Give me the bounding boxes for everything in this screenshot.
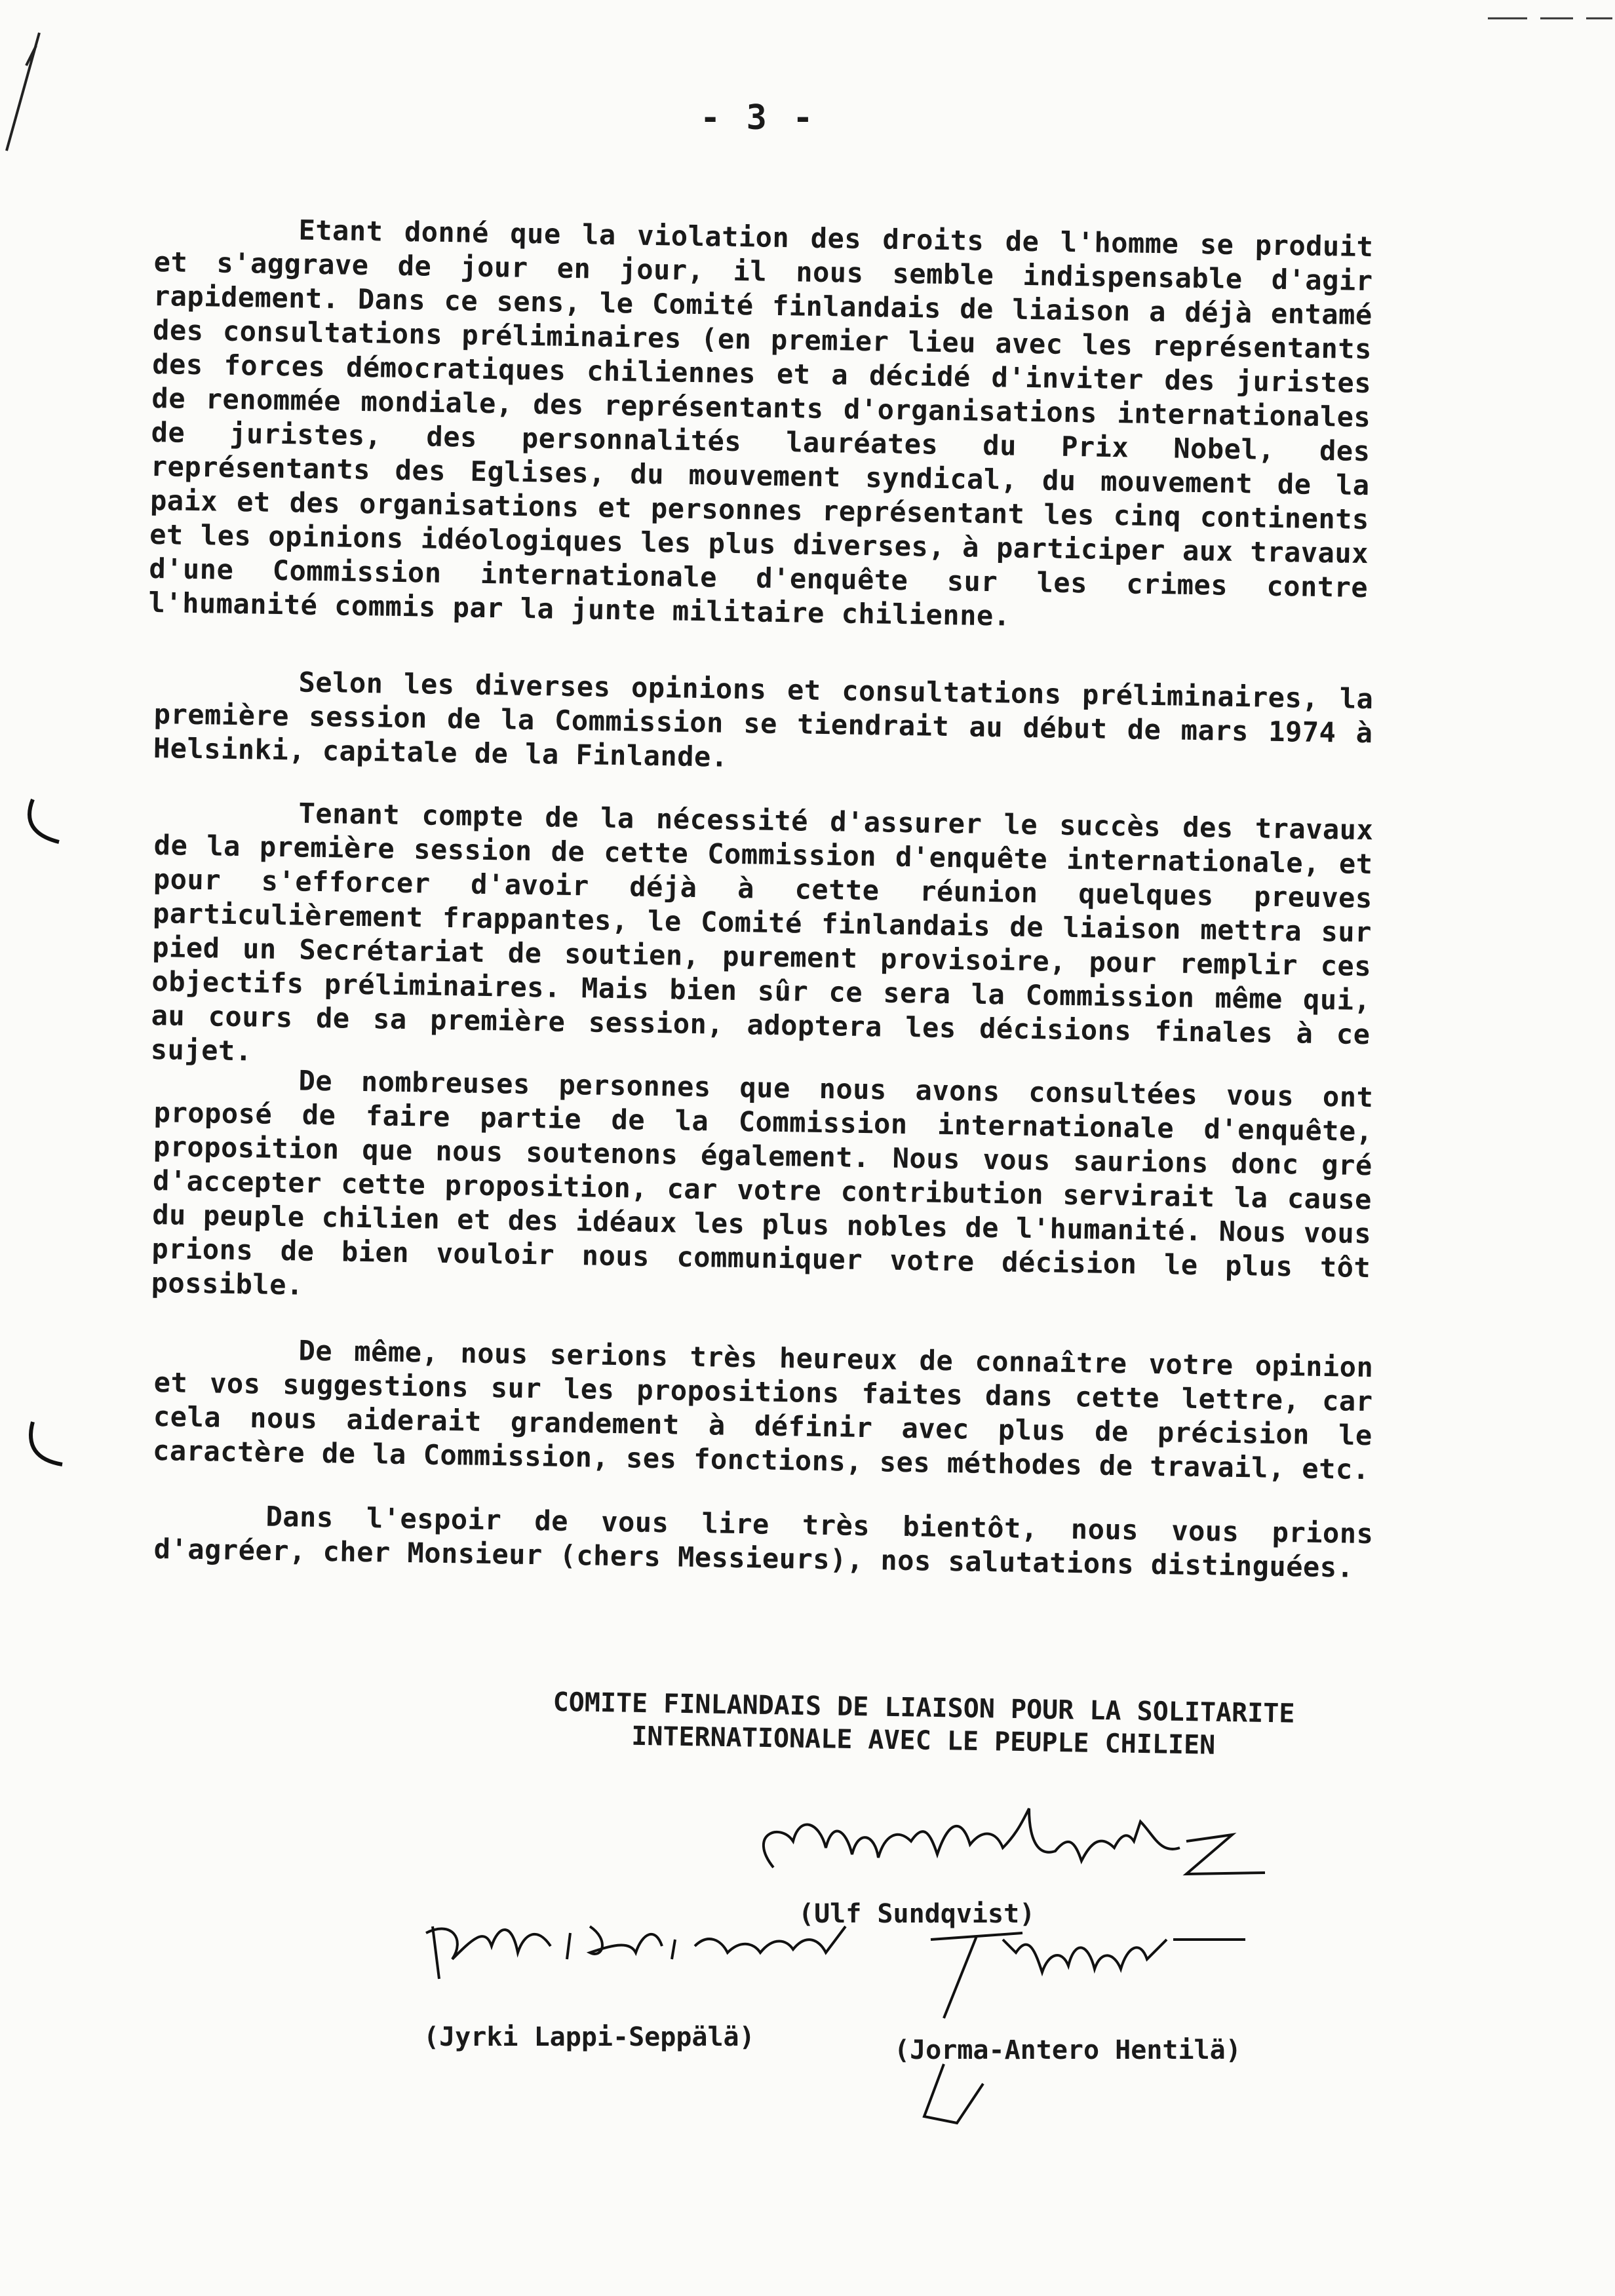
signatory-jorma-antero-hentila: (Jorma-Antero Hentilä) bbox=[894, 2035, 1241, 2065]
signatory-jyrki-lappi-seppala: (Jyrki Lappi-Seppälä) bbox=[423, 2022, 755, 2052]
hole-punch-mark-lower bbox=[20, 1415, 72, 1474]
paragraph-4-text: De nombreuses personnes que nous avons consultées vous ont proposé de faire partie de la Commission internationale d'enquête, proposition que nous soutenons également. Nous vous saurions donc gré d'accepter cette proposition, car votre contribution servirait la cause du peuple chilien et des idéaux les plus nobles de l'humanité. Nous vous prions de bien vouloir nous communiquer votre décision le plus tôt possible. bbox=[151, 1064, 1374, 1301]
signatory-ulf-sundqvist: (Ulf Sundqvist) bbox=[798, 1899, 1036, 1929]
paragraph-5 bbox=[153, 1331, 1374, 1487]
paragraph-5-text: De même, nous serions très heureux de connaître votre opinion et vos suggestions sur les propositions faites dans cette lettre, car cela nous aiderait grandement à définir avec plus de précision le caractère de la Commission, ses fonctions, ses méthodes de travail, etc. bbox=[152, 1334, 1374, 1486]
paragraph-1-text: Etant donné que la violation des droits de l'homme se produit et s'aggrave de jour en jour, il nous semble indispensable d'agir rapidement. Dans ce sens, le Comité finlandais de liaison a déjà entamé des consultations préliminaires (en premier lieu avec les représentants des forces démocratiques chiliennes et a décidé d'inviter des juristes de renommée mondiale, des représentants d'organisations internationales de juristes, des personnalités lauréates du Prix Nobel, des représentants des Eglises, du mouvement syndical, du mouvement de la paix et des organisations et personnes représentant les cinq continents et les opinions idéologiques les plus diverses, à participer aux travaux d'une Commission internationale d'enquête sur les crimes contre l'humanité commis par la junte militaire chilienne. bbox=[148, 214, 1374, 632]
paragraph-6-text: Dans l'espoir de vous lire très bientôt, nous vous prions d'agréer, cher Monsieur (chers Messieurs), nos salutations distinguées. bbox=[153, 1500, 1374, 1584]
page-number: - 3 - bbox=[700, 98, 816, 138]
corner-pen-mark bbox=[0, 26, 52, 157]
paragraph-3 bbox=[150, 794, 1373, 1086]
organization-name bbox=[516, 1685, 1330, 1763]
signature-ulf-sundqvist bbox=[734, 1795, 1272, 1894]
paragraph-2 bbox=[153, 663, 1374, 784]
paragraph-1 bbox=[148, 211, 1374, 639]
organization-line-2: INTERNATIONALE AVEC LE PEUPLE CHILIEN bbox=[631, 1721, 1216, 1761]
paragraph-3-text: Tenant compte de la nécessité d'assurer le succès des travaux de la première session de cette Commission d'enquête internationale, et pour s'efforcer d'avoir déjà à cette réunion quelques preuves particulièrement frappantes, le Comité finlandais de liaison mettra sur pied un Secrétariat de soutien, purement provisoire, pour remplir ces objectifs préliminaires. Mais bien sûr ce sera la Commission même qui, au cours de sa première session, adoptera les décisions finales à ce sujet. bbox=[150, 797, 1374, 1067]
hole-punch-mark-upper bbox=[20, 793, 72, 852]
signature-jyrki-lappi-seppala bbox=[413, 1900, 859, 1992]
organization-line-1: COMITE FINLANDAIS DE LIAISON POUR LA SOLITARITE bbox=[553, 1687, 1295, 1729]
paragraph-2-text: Selon les diverses opinions et consultations préliminaires, la première session de la Commission se tiendrait au début de mars 1974 à Helsinki, capitale de la Finlande. bbox=[153, 666, 1374, 773]
paragraph-6 bbox=[153, 1498, 1373, 1585]
paragraph-4 bbox=[151, 1062, 1373, 1319]
signature-jorma-antero-hentila bbox=[905, 1913, 1272, 2136]
top-right-dashes bbox=[1488, 12, 1612, 25]
